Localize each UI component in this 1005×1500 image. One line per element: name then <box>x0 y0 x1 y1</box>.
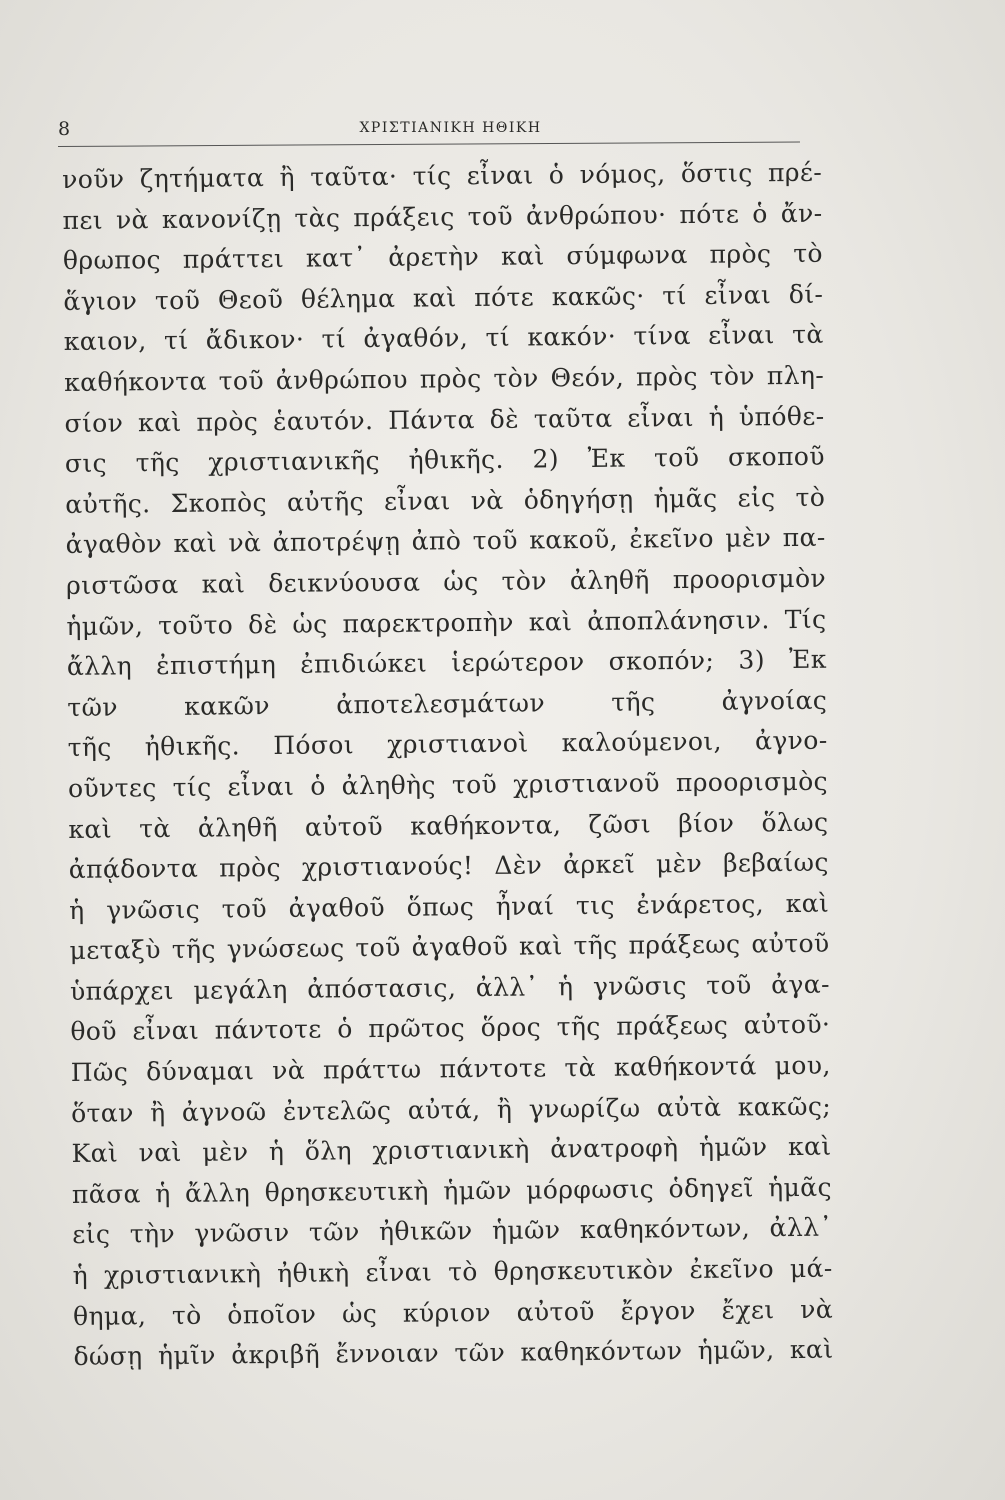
header-rule <box>58 141 800 147</box>
text-line: ἀπᾴδοντα πρὸς χριστιανούς! Δὲν ἀρκεῖ μὲν βεβαίως <box>68 847 829 885</box>
text-line: πει νὰ κανονίζῃ τὰς πράξεις τοῦ ἀνθρώπου· πότε ὁ ἄν- <box>62 198 823 235</box>
text-line: σίον καὶ πρὸς ἑαυτόν. Πάντα δὲ ταῦτα εἶναι ἡ ὑπόθε- <box>64 401 825 438</box>
text-line: καὶ τὰ ἀληθῆ αὐτοῦ καθήκοντα, ζῶσι βίον ὅλως <box>68 807 829 844</box>
text-line: τῶν κακῶν ἀποτελεσμάτων τῆς ἀγνοίας <box>67 685 828 722</box>
text-line: ριστῶσα καὶ δεικνύουσα ὡς τὸν ἀληθῆ προορισμὸν <box>65 563 827 600</box>
page-number: 8 <box>58 118 71 140</box>
text-line: ἡ γνῶσις τοῦ ἀγαθοῦ ὅπως ἦναί τις ἐνάρετος, καὶ <box>69 888 830 925</box>
text-line: ἡ χριστιανικὴ ἠθικὴ εἶναι τὸ θρησκευτικὸν ἐκεῖνο μά- <box>72 1253 833 1290</box>
text-line: οῦντες τίς εἶναι ὁ ἀληθὴς τοῦ χριστιανοῦ προορισμὸς <box>67 766 829 803</box>
text-line: Πῶς δύναμαι νὰ πράττω πάντοτε τὰ καθήκοντά μου, <box>70 1050 831 1088</box>
text-line: ὑπάρχει μεγάλη ἀπόστασις, ἀλλ᾽ ἡ γνῶσις τοῦ ἀγα- <box>69 969 831 1006</box>
text-line: ἡμῶν, τοῦτο δὲ ὡς παρεκτροπὴν καὶ ἀποπλάνησιν. Τίς <box>66 604 827 641</box>
body-text <box>62 153 834 1378</box>
text-line: ἀγαθὸν καὶ νὰ ἀποτρέψῃ ἀπὸ τοῦ κακοῦ, ἐκεῖνο μὲν πα- <box>65 523 826 560</box>
text-line: θρωπος πράττει κατ᾽ ἀρετὴν καὶ σύμφωνα πρὸς τὸ <box>62 238 824 276</box>
text-line: εἰς τὴν γνῶσιν τῶν ἠθικῶν ἡμῶν καθηκόντων, ἀλλ᾽ <box>72 1213 833 1250</box>
text-line: Καὶ ναὶ μὲν ἡ ὅλη χριστιανικὴ ἀνατροφὴ ἡμῶν καὶ <box>71 1131 832 1169</box>
page-header <box>58 118 803 142</box>
text-line: σις τῆς χριστιανικῆς ἠθικῆς. 2) Ἐκ τοῦ σκοποῦ <box>64 441 826 479</box>
text-line: ὅταν ἢ ἀγνοῶ ἐντελῶς αὐτά, ἢ γνωρίζω αὐτὰ κακῶς; <box>71 1091 832 1128</box>
text-line: νοῦν ζητήματα ἢ ταῦτα· τίς εἶναι ὁ νόμος, ὅστις πρέ- <box>62 157 823 194</box>
text-line: μεταξὺ τῆς γνώσεως τοῦ ἀγαθοῦ καὶ τῆς πράξεως αὐτοῦ <box>69 928 830 966</box>
text-line: καθήκοντα τοῦ ἀνθρώπου πρὸς τὸν Θεόν, πρὸς τὸν πλη- <box>63 360 825 397</box>
text-line: θοῦ εἶναι πάντοτε ὁ πρῶτος ὅρος τῆς πράξεως αὐτοῦ· <box>70 1010 831 1047</box>
text-line: αὐτῆς. Σκοπὸς αὐτῆς εἶναι νὰ ὁδηγήσῃ ἡμᾶς εἰς τὸ <box>65 482 826 519</box>
text-line: καιον, τί ἄδικον· τί ἀγαθόν, τί κακόν· τίνα εἶναι τὰ <box>63 320 824 357</box>
text-line: δώσῃ ἡμῖν ἀκριβῆ ἔννοιαν τῶν καθηκόντων ἡμῶν, καὶ <box>73 1334 834 1372</box>
text-line: πᾶσα ἡ ἄλλη θρησκευτικὴ ἡμῶν μόρφωσις ὁδηγεῖ ἡμᾶς <box>71 1172 833 1209</box>
text-line: τῆς ἠθικῆς. Πόσοι χριστιανοὶ καλούμενοι, ἀγνο- <box>67 725 828 763</box>
text-line: ἅγιον τοῦ Θεοῦ θέλημα καὶ πότε κακῶς· τί εἶναι δί- <box>63 279 824 316</box>
running-title: ΧΡΙΣΤΙΑΝΙΚΗ ΗΘΙΚΗ <box>359 120 542 136</box>
text-line: θημα, τὸ ὁποῖον ὡς κύριον αὐτοῦ ἔργον ἔχει νὰ <box>72 1294 834 1331</box>
text-line: ἄλλη ἐπιστήμη ἐπιδιώκει ἱερώτερον σκοπόν; 3) Ἐκ <box>66 644 827 682</box>
